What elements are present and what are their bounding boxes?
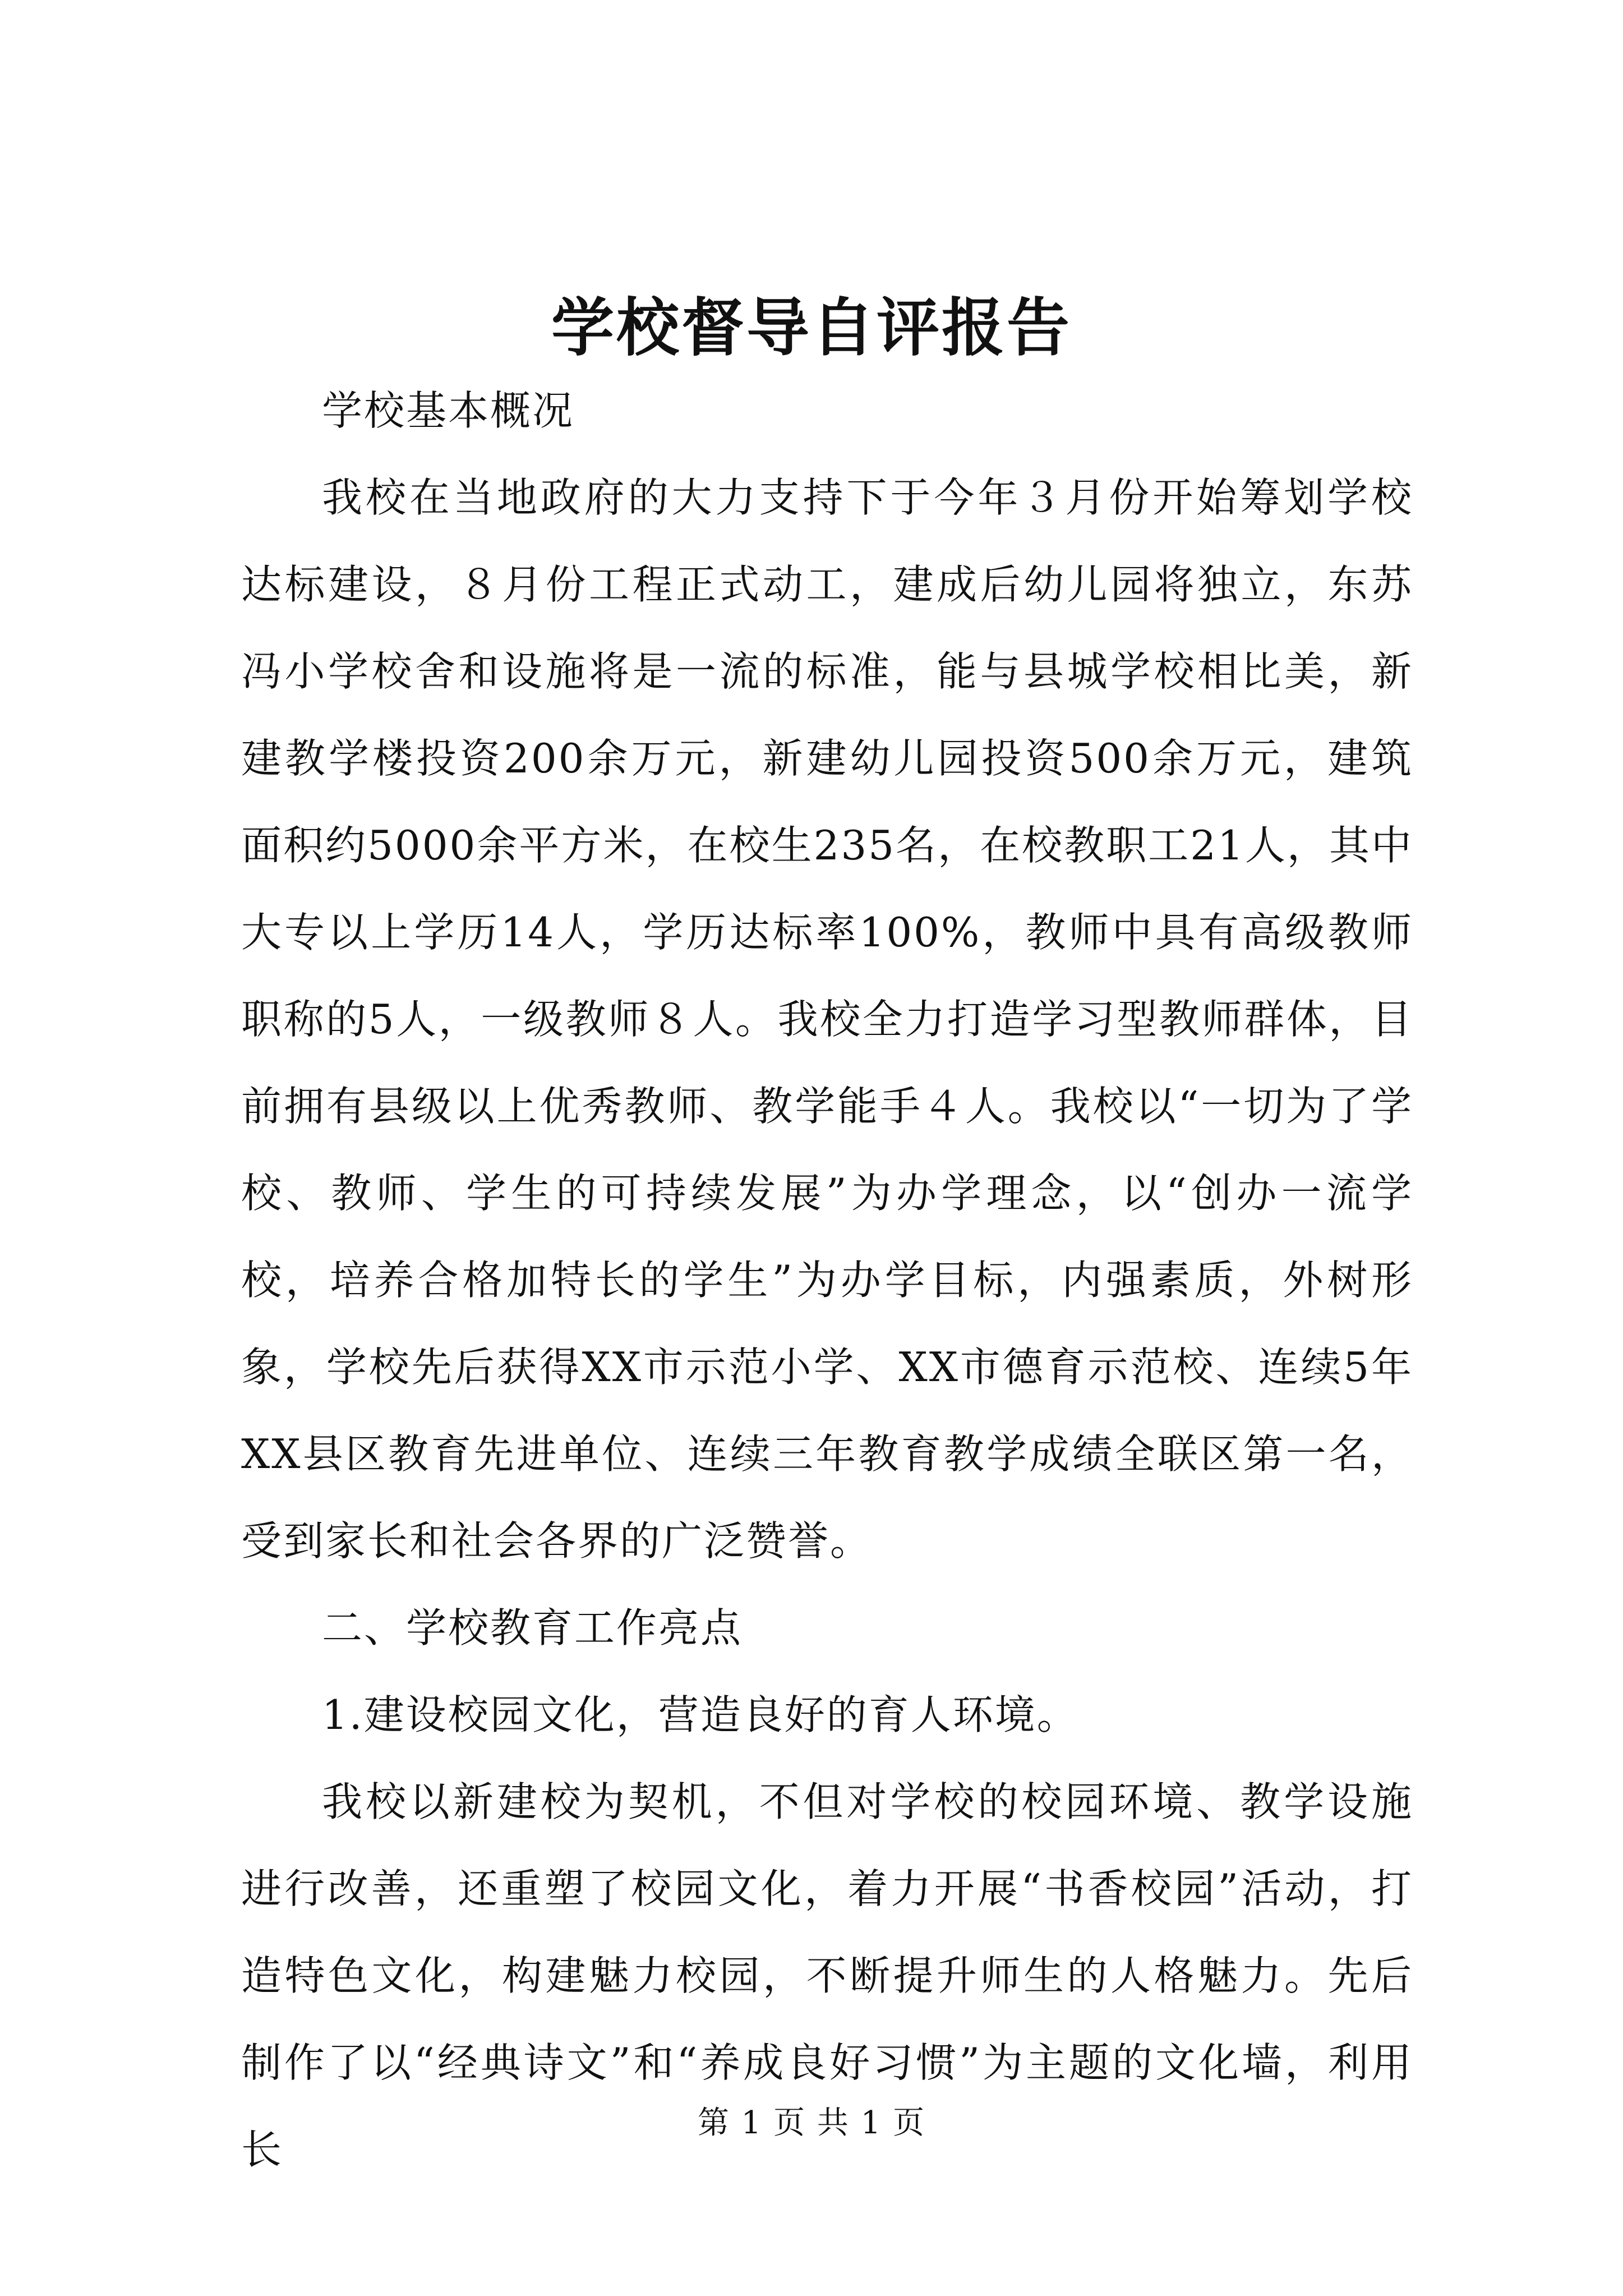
document-body: [241, 367, 1413, 2193]
page-footer: 第 1 页 共 1 页: [697, 2105, 926, 2141]
paragraph-campus-culture: 我校以新建校为契机，不但对学校的校园环境、教学设施进行改善，还重塑了校园文化，着力开展“书香校园”活动，打造特色文化，构建魅力校园，不断提升师生的人格魅力。先后制作了以“经典诗文”和“养成良好习惯”为主题的文化墙，利用长: [241, 1778, 1413, 2173]
paragraph-overview: 我校在当地政府的大力支持下于今年３月份开始筹划学校达标建设，８月份工程正式动工，建成后幼儿园将独立，东苏冯小学校舍和设施将是一流的标准，能与县城学校相比美，新建教学楼投资200余万元，新建幼儿园投资500余万元，建筑面积约5000余平方米，在校生235名，在校教职工21人，其中大专以上学历14人，学历达标率100%，教师中具有高级教师职称的5人，一级教师８人。我校全力打造学习型教师群体，目前拥有县级以上优秀教师、教学能手４人。我校以“一切为了学校、教师、学生的可持续发展”为办学理念，以“创办一流学校，培养合格加特长的学生”为办学目标，内强素质，外树形象，学校先后获得XX市示范小学、XX市德育示范校、连续5年XX县区教育先进单位、连续三年教育教学成绩全联区第一名，受到家长和社会各界的广泛赞誉。: [241, 474, 1413, 1565]
section-heading-overview: 学校基本概况: [322, 387, 575, 434]
section-heading-highlights: 二、学校教育工作亮点: [322, 1604, 743, 1651]
document-title: 学校督导自评报告: [551, 292, 1072, 365]
subheading-campus-culture: 1.建设校园文化，营造良好的育人环境。: [322, 1691, 1079, 1738]
